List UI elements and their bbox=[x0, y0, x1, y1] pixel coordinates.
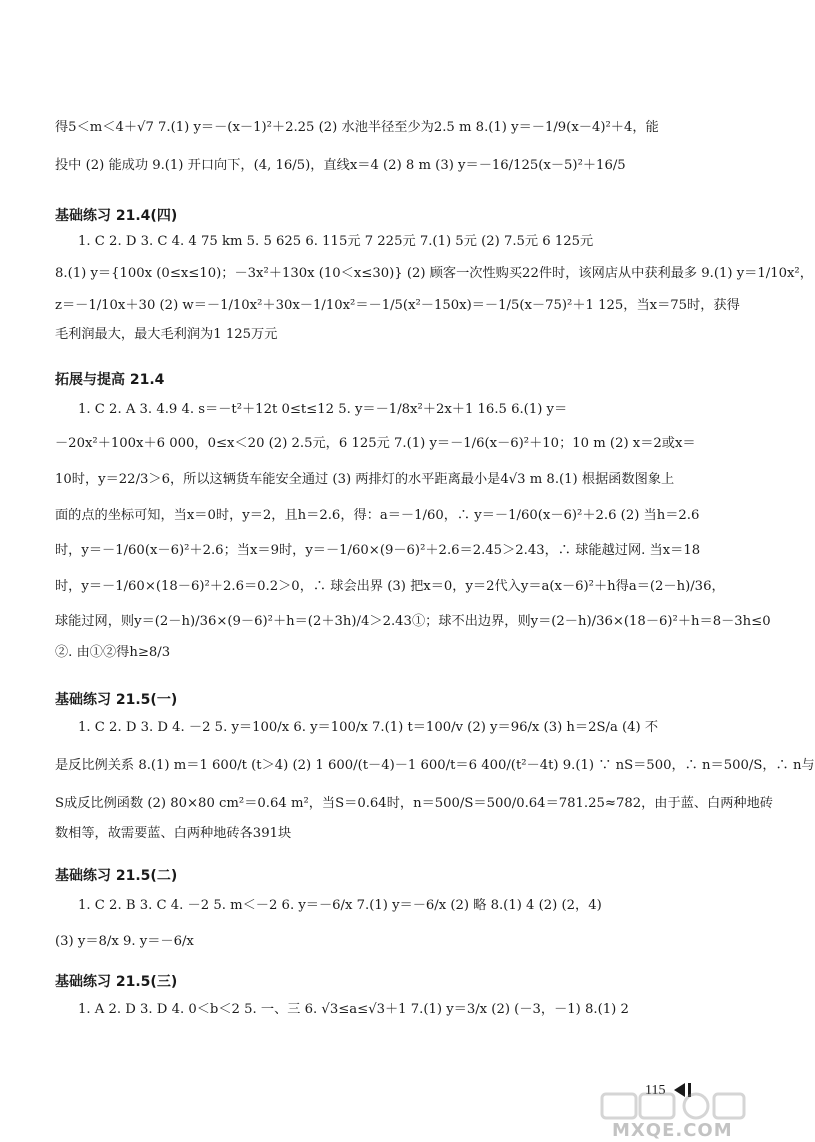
section-heading: 基础练习 21.5(一) bbox=[55, 692, 178, 708]
section-heading: 基础练习 21.5(三) bbox=[55, 974, 178, 990]
answer-line: －20x²＋100x＋6 000，0≤x＜20 (2) 2.5元，6 125元 7.(1) y＝－1/6(x－6)²＋10；10 m (2) x＝2或x＝ bbox=[55, 436, 696, 451]
watermark-text: MXQE.COM bbox=[612, 1120, 733, 1141]
answer-line: 时，y＝－1/60×(18－6)²＋2.6＝0.2＞0，∴ 球会出界 (3) 把x＝0，y＝2代入y＝a(x－6)²＋h得a＝(2－h)/36， bbox=[55, 579, 725, 594]
section-heading: 基础练习 21.4(四) bbox=[55, 208, 178, 224]
answer-line: 10时，y＝22/3＞6，所以这辆货车能安全通过 (3) 两排灯的水平距离最小是4√3 m 8.(1) 根据函数图象上 bbox=[55, 472, 675, 487]
answer-line: 1. C 2. A 3. 4.9 4. s＝－t²＋12t 0≤t≤12 5. y＝－1/8x²＋2x＋1 16.5 6.(1) y＝ bbox=[78, 402, 568, 417]
answer-line: 毛利润最大，最大毛利润为1 125万元 bbox=[55, 327, 278, 342]
section-heading: 拓展与提高 21.4 bbox=[55, 372, 165, 388]
answer-line: 球能过网，则y＝(2－h)/36×(9－6)²＋h＝(2＋3h)/4＞2.43①；球不出边界，则y＝(2－h)/36×(18－6)²＋h＝8－3h≤0 bbox=[55, 614, 771, 629]
answer-line: 面的点的坐标可知，当x＝0时，y＝2，且h＝2.6，得：a＝－1/60，∴ y＝－1/60(x－6)²＋2.6 (2) 当h＝2.6 bbox=[55, 508, 700, 523]
answer-line: (3) y＝8/x 9. y＝－6/x bbox=[55, 934, 194, 949]
answer-line: 投中 (2) 能成功 9.(1) 开口向下，(4, 16/5)，直线x＝4 (2) 8 m (3) y＝－16/125(x－5)²＋16/5 bbox=[55, 158, 626, 173]
answer-line: S成反比例函数 (2) 80×80 cm²＝0.64 m²，当S＝0.64时，n＝500/S＝500/0.64＝781.25≈782，由于蓝、白两种地砖 bbox=[55, 796, 773, 811]
answer-line: 得5＜m＜4＋√7 7.(1) y＝－(x－1)²＋2.25 (2) 水池半径至少为2.5 m 8.(1) y＝－1/9(x－4)²＋4，能 bbox=[55, 120, 659, 135]
page-number: 115 bbox=[645, 1083, 666, 1098]
answer-line: ②. 由①②得h≥8/3 bbox=[55, 645, 171, 660]
answer-line: 8.(1) y＝{100x (0≤x≤10)；－3x²＋130x (10＜x≤30)} (2) 顾客一次性购买22件时，该网店从中获利最多 9.(1) y＝1/10x²， bbox=[55, 266, 813, 281]
answer-line: z＝－1/10x＋30 (2) w＝－1/10x²＋30x－1/10x²＝－1/5(x²－150x)＝－1/5(x－75)²＋1 125，当x＝75时，获得 bbox=[55, 298, 740, 313]
section-heading: 基础练习 21.5(二) bbox=[55, 868, 178, 884]
answer-line: 1. C 2. D 3. D 4. －2 5. y＝100/x 6. y＝100/x 7.(1) t＝100/v (2) y＝96/x (3) h＝2S/a (4) 不 bbox=[78, 720, 659, 735]
answer-line: 1. C 2. B 3. C 4. －2 5. m＜－2 6. y＝－6/x 7.(1) y＝－6/x (2) 略 8.(1) 4 (2) (2，4) bbox=[78, 898, 602, 913]
answer-line: 时，y＝－1/60(x－6)²＋2.6；当x＝9时，y＝－1/60×(9－6)²＋2.6＝2.45＞2.43，∴ 球能越过网. 当x＝18 bbox=[55, 543, 701, 558]
answer-line: 数相等，故需要蓝、白两种地砖各391块 bbox=[55, 826, 292, 841]
answer-line: 是反比例关系 8.(1) m＝1 600/t (t＞4) (2) 1 600/(t－4)－1 600/t＝6 400/(t²－4t) 9.(1) ∵ nS＝500，∴ n＝500/S，∴ n与 bbox=[55, 758, 815, 773]
answer-line: 1. C 2. D 3. C 4. 4 75 km 5. 5 625 6. 115元 7 225元 7.(1) 5元 (2) 7.5元 6 125元 bbox=[78, 234, 594, 249]
answer-line: 1. A 2. D 3. D 4. 0＜b＜2 5. 一、三 6. √3≤a≤√3＋1 7.(1) y＝3/x (2) (－3，－1) 8.(1) 2 bbox=[78, 1002, 629, 1017]
